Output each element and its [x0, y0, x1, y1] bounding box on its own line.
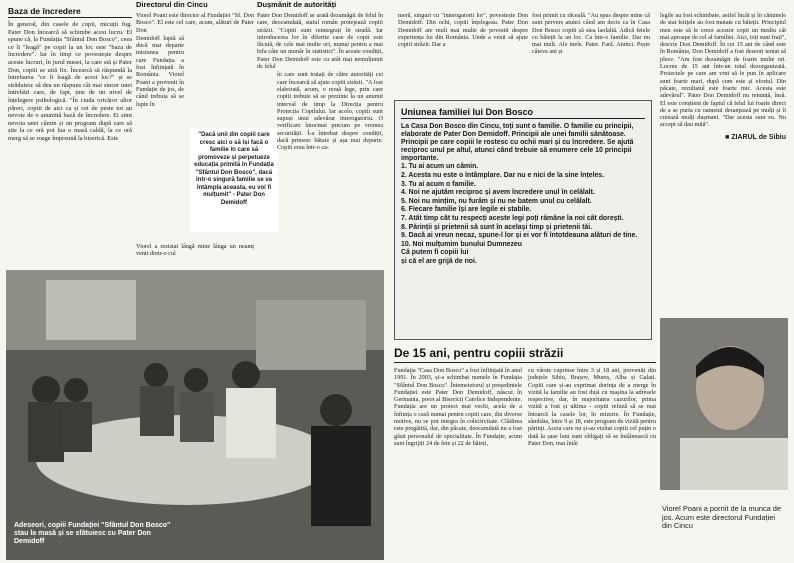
photo-viorel-poani	[660, 318, 788, 490]
principle-item: 6. Fiecare familie își are legile ei stabile.	[401, 206, 532, 214]
column-baza-de-incredere	[8, 6, 132, 266]
principle-item: 7. Atât timp cât tu respecți aceste legi poți rămâne la noi cât dorești.	[401, 215, 624, 223]
principle-item: 1. Tu ai acum un cămin.	[401, 163, 479, 171]
headline-directorul: Directorul din Cincu	[136, 0, 208, 9]
portrait-illustration	[660, 318, 788, 490]
headline-baza: Baza de încredere	[8, 6, 132, 18]
principle-item: 8. Părinții și prietenii să sunt în același timp și prietenii tăi.	[401, 223, 593, 231]
article2-columns	[394, 367, 656, 447]
body-col6: legile au fost schimbate, astfel încât și în căminele de stat fetițele au fost mutate cu băieții. Principiul meu este să le creez acestor copii un mediu cât mai aproape de cel al familiei. Aici, toți sunt frați", descrie Don Demidoff. În cei 15 ani de când este în România, Don Demidoff a fost deseori tentat să plece. "Am fost dezamăgit de foarte multe ori. Lucrez de 15 ani într-un total dezorganizată. Proiectele pe care am vrut să le pun în aplicare sunt foarte mari, după cum este și efortul. Din păcate, rezultatul este foarte mic. Acesta este adevărul". Pater Don Demidoff nu renunță, însă. El este conștient de faptul că felul lui foarte direct de a se purta cu oamenii deranjează pe mulți și îi creează mulți dușmani. "Dar acesta sunt eu. Nu accept să dau mită".	[660, 12, 786, 129]
photo-left-caption: Adeseori, copiii Fundației "Sfântul Don Bosco" stau la masă și se sfătuiesc cu Pater Don Demidoff	[14, 522, 171, 545]
photo-scene-illustration	[6, 270, 384, 560]
principle-item: 3. Tu ai acum o familie.	[401, 180, 476, 188]
box-uniunea	[394, 100, 652, 340]
principles-list	[401, 163, 645, 266]
principle-item: 4. Noi ne ajutăm reciproc și avem încredere unul în celălalt.	[401, 189, 595, 197]
headline-dusmanit: Dușmănit de autorități	[257, 0, 337, 9]
photo-children-at-table	[6, 270, 384, 560]
article2-right: cu vârste cuprinse între 3 și 18 ani, proveniți din județele Sibiu, Brașov, Mureș, Alba și Galați. Copiii care și-au exprimat dorința de a merge în vizită la familie au fost duși cu mașina la adresele respective, dar, în majoritatea cazurilor, prima vizită a fost și ultima - copiii refuză să se mai întoarcă la casele lor, în mizerie. În Fundație, sâmbăta, între 9 și 18, este program de vizită pentru părinți. Aceia care nu și-au vizitat copiii cel puțin o dată la șase luni sunt obligați să se întâlnească cu Pater Don, mai întâi	[528, 367, 656, 447]
photo-right-caption: Viorel Poani a pornit de la munca de jos. Acum este directorul Fundației din Cincu	[662, 504, 782, 531]
article-de-15-ani	[394, 346, 656, 560]
principle-item: 2. Acesta nu este o întâmplare. Dar nu e nici de la sine înțeles.	[401, 172, 605, 180]
body-dusmanit-1: Pater Don Demidoff se arată dezamăgit de felul în care, deocamdată, statul român protejează copiii străzii. "Copiii sunt reintegrați în stradă. Iar introducerea lor în diferite case de copii este făcută, de cele mai multe ori, numai pentru a mai bifa câte un număr în statistici". În aceste condiții, Pater Don Demidoff este cu atât mai nemulțumit de felul	[257, 12, 383, 71]
column-6	[660, 12, 786, 312]
article2-left: Fundația "Casa Don Bosco" a fost înființată în anul 1991. În 2003, și-a schimbat numele în Fundația "Sfântul Don Bosco". Întemeietorul și președintele Fundației este Pater Don Demidoff, născut în Germania, preot al Bisericii Catolice Independente. Fundația are un proiect mai vechi, acela de a înființa o casă numai pentru copiii care, din diverse motive, nu se pot integra în colectivitate. Clădirea este pregătită, dar, din păcate, deocamdată nu a fost găsit personalul de specialitate. În Fundație, acum sunt îngrijiți 24 de fete și 22 de băieți,	[394, 367, 522, 447]
body-directorul-1: Viorel Poani este director al Fundației "Sf. Don Bosco". El este cel care, acum, alături de Pater Don	[136, 12, 254, 34]
column-5: fost primit cu răceală. "Au spus despre mine că sunt pervers atunci când am decis ca în Casa Don Bosco copiii să stea laolaltă. Adică fetele cu băieții la un loc. Ca într-o familie. Dar nu mai mult. Ale mele. Pater. Fară. Atunci. Pește câteva ani și	[532, 12, 650, 56]
headline-uniunea: Uniunea familiei lui Don Bosco	[401, 107, 645, 119]
body-dusmanit-2: în care sunt tratați de către autorități cei care încearcă să ajute copiii străzii. "A fost elaborată, acum, o nouă lege, prin care copiii trebuie să se prezinte la un anumit interval de timp la Direcția pentru Protecția Copilului. Iar acolo, copiii sunt supuși unui adevărat interogatoriu. O verificare întocmai precum pe vremea securității. Î-a întrebat despre condiții, dacă primesc bătaie și așa mai departe. Copiii erau într-o ca-	[277, 71, 383, 152]
body-baza: În general, din casele de copii, micuții fug. Pater Don încearcă să schimbe acest lucru. El spune că, la Fundația "Sfântul Don Bosco", ceea ce îi "leagă" pe copii la un loc este "baza de încredere". Iar în timp ce povestește despre aceste lucruri, în jurul mesei, la care stă și Pater Don, copiii se uită fix. Încearcă să răspundă la întrebarea "ce îi leagă de acest loc?" și se străduiesc să dea un răspuns cât mai sincer unei întrebări care, de fapt, ține de un nivel de înțelegere psihologică. "În ciuda oricăror altor păreri, copiii de aici ca și cei de peste tot au nevoie de o anumită bază de încredere. Ei simt nevoia unei câmin și un program după care să știe la ce oră pot lua o masă caldă, la ce oră merg să se roage împreună la biserică. Este	[8, 21, 132, 142]
principle-item: 5. Noi nu mințim, nu furăm și nu ne batem unul cu celălalt.	[401, 197, 592, 205]
credit-ziarul: ■ ZIARUL de Sibiu	[725, 133, 786, 141]
principle-item: și că el are grijă de noi.	[401, 258, 477, 265]
principle-item: 10. Noi mulțumim bunului Dumnezeu	[401, 240, 522, 248]
principle-item: 9. Dacă ai vreun necaz, spune-l lor și ei vor fi întotdeauna alături de tine.	[401, 232, 638, 240]
box-intro: La Casa Don Bosco din Cincu, toți sunt o familie. O familie cu principii, elaborate de Pater Don Demidoff. Principii ale unei familii sănătoase. Principii pe care copiii le rostesc cu ochii mari și cu încredere. Se ajută reciproc unul pe altul, atunci când trebuie să enumere cele 10 principii importante.	[401, 123, 634, 163]
body-directorul-3: Viorel a rezistat lângă mine lânga un neamț venit dintr-o cul	[136, 243, 254, 258]
body-directorul-2: Demidoff luptă să ducă mai departe misiunea pentru care Fundația a fost înființată în România. Viorel Poani a provenit în Fundație de jos, de când trebuia să se lupte în	[136, 34, 184, 108]
column-4: meră, singuri cu "interogatorii lor", povestește Don Demidoff. Din ochi, copiii înțelegeau. Pater Don Demidoff are mult mai multe de povestit despre experiența lui din România. Unde a venit să ajute copiii străzii. Dar a	[398, 12, 528, 49]
headline-de-15-ani: De 15 ani, pentru copiii străzii	[394, 346, 656, 363]
pull-quote: "Dacă unii din copiii care cresc aici o să își facă o familie în care să promoveze și perpetueze educația primită în Fundația "Sfântul Don Bosco", dacă într-o singură familie se va întâmpla aceasta, eu voi fi mulțumit" - Pater Don Demidoff	[194, 132, 274, 206]
principle-item: Că putem fi copiii lui	[401, 249, 469, 257]
credit-text: ZIARUL de Sibiu	[731, 133, 786, 141]
